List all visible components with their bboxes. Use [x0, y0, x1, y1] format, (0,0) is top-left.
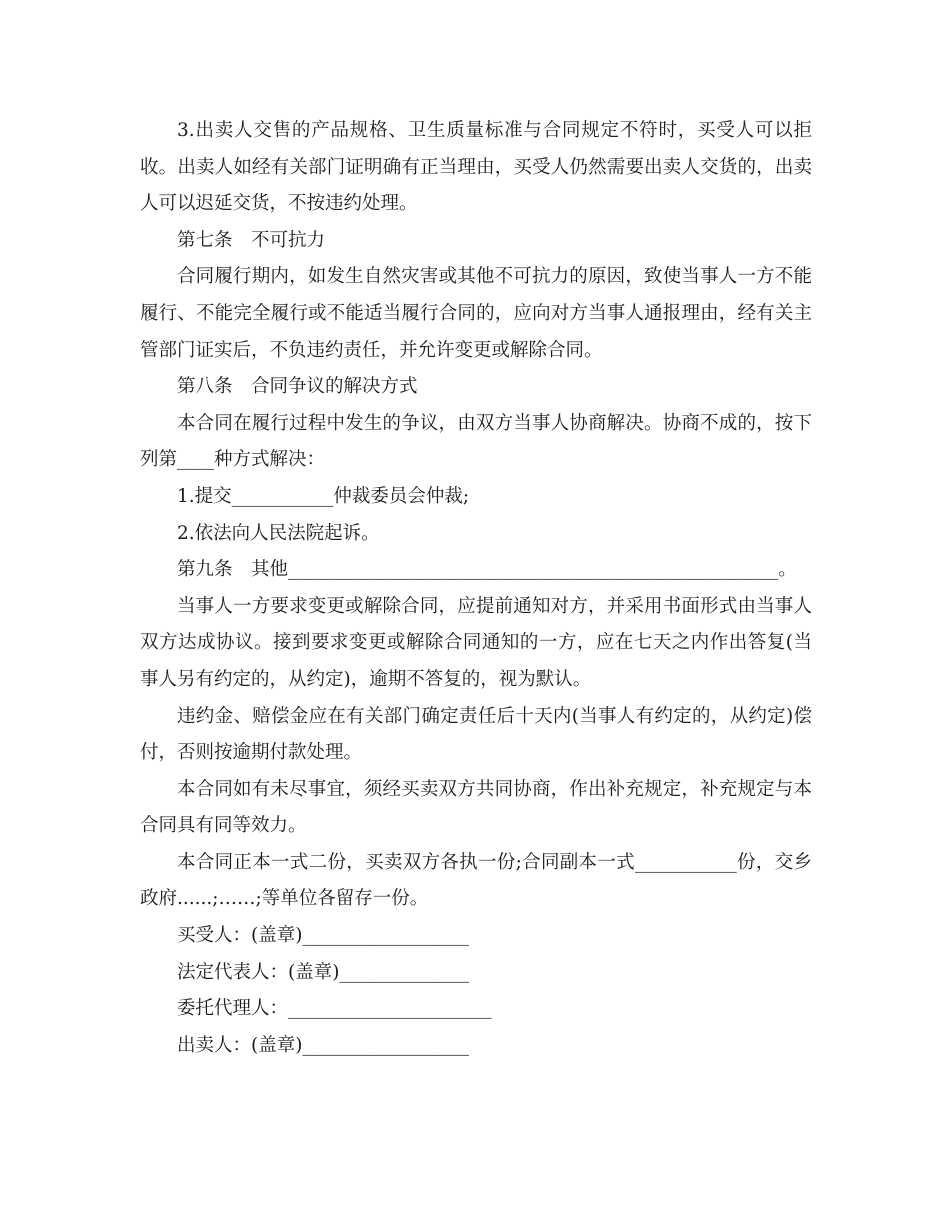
document-page [140, 113, 812, 1064]
paragraph-copies: 本合同正本一式二份，买卖双方各执一份;合同副本一式___________份，交乡政府......;……;等单位各留存一份。 [140, 851, 812, 910]
dispute-option-2: 2.依法向人民法院起诉。 [177, 522, 380, 544]
paragraph-item3-rejection: 3.出卖人交售的产品规格、卫生质量标准与合同规定不符时，买受人可以拒收。出卖人如经有关部门证明确有正当理由，买受人仍然需要出卖人交货的，出卖人可以迟延交货，不按违约处理。 [140, 120, 812, 215]
signature-seller: 出卖人：(盖章)__________________ [177, 1034, 469, 1056]
article-9-heading: 第九条 其他_____________________________________________________。 [177, 559, 797, 581]
paragraph-penalty: 违约金、赔偿金应在有关部门确定责任后十天内(当事人有约定的，从约定)偿付，否则按逾期付款处理。 [140, 705, 812, 764]
paragraph-dispute-resolution: 本合同在履行过程中发生的争议，由双方当事人协商解决。协商不成的，按下列第____种方式解决： [140, 412, 812, 471]
paragraph-supplement: 本合同如有未尽事宜，须经买卖双方共同协商，作出补充规定，补充规定与本合同具有同等效力。 [140, 778, 812, 837]
signature-buyer: 买受人：(盖章)__________________ [177, 925, 469, 947]
paragraph-force-majeure: 合同履行期内，如发生自然灾害或其他不可抗力的原因，致使当事人一方不能履行、不能完全履行或不能适当履行合同的，应向对方当事人通报理由，经有关主管部门证实后，不负违约责任，并允许变更或解除合同。 [140, 266, 812, 361]
dispute-option-1: 1.提交___________仲裁委员会仲裁; [177, 485, 470, 507]
article-8-heading: 第八条 合同争议的解决方式 [177, 376, 418, 398]
article-7-heading: 第七条 不可抗力 [177, 229, 326, 251]
signature-legal-representative: 法定代表人：(盖章)______________ [177, 961, 469, 983]
paragraph-contract-change: 当事人一方要求变更或解除合同，应提前通知对方，并采用书面形式由当事人双方达成协议。接到要求变更或解除合同通知的一方，应在七天之内作出答复(当事人另有约定的，从约定)，逾期不答复的，视为默认。 [140, 595, 812, 690]
signature-agent: 委托代理人：______________________ [177, 998, 492, 1020]
